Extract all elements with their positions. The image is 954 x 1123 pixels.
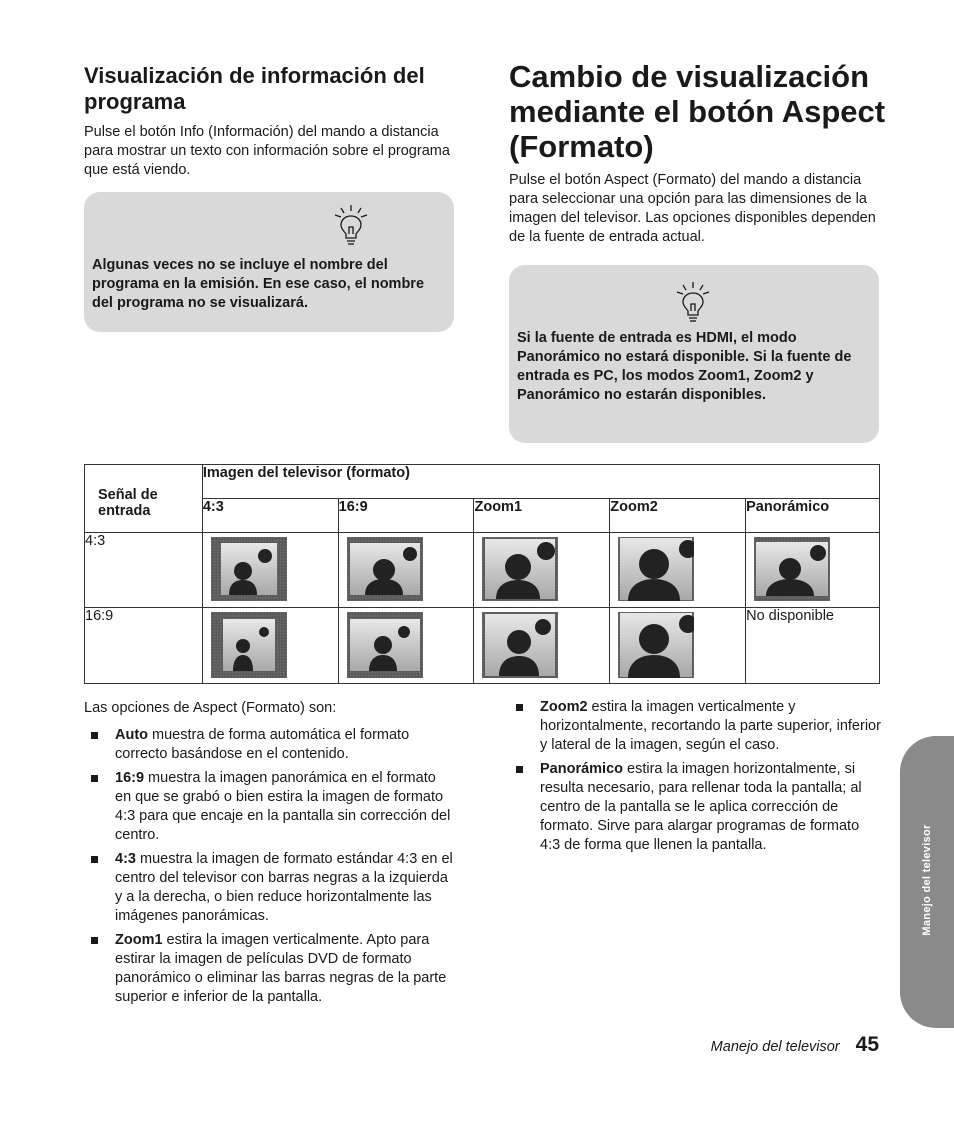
col-header-panoramico: Panorámico (746, 499, 880, 533)
cell-image (610, 608, 746, 684)
cell-image (474, 608, 610, 684)
cell-image (610, 533, 746, 608)
option-desc: muestra la imagen panorámica en el formato en que se grabó o bien estira la imagen de formato 4:3 para que encaje en la pantalla sin corrección del centro. (115, 770, 451, 843)
options-list-right (509, 698, 881, 860)
cell-image (202, 608, 338, 684)
tv-preview-16-9 (347, 537, 423, 601)
page-number: 45 (855, 1033, 879, 1056)
option-desc: estira la imagen verticalmente y horizontalmente, recortando la parte superior, inferior y lateral de la imagen, según el caso. (540, 699, 881, 753)
options-list-left (84, 726, 454, 1012)
option-term: Panorámico (540, 761, 623, 777)
cell-image (202, 533, 338, 608)
right-intro: Pulse el botón Aspect (Formato) del mando a distancia para seleccionar una opción para las dimensiones de la imagen del televisor. Las opciones disponibles dependen de la fuente de entrada actual. (509, 172, 876, 245)
right-heading: Cambio de visualización mediante el botón Aspect (Formato) (509, 59, 886, 164)
lightbulb-icon (333, 204, 369, 246)
tv-image-header: Imagen del televisor (formato) (202, 465, 879, 499)
cell-image (338, 533, 474, 608)
tip-box-left (84, 192, 454, 332)
unavailable-text: No disponible (746, 608, 880, 684)
tv-preview-zoom1 (482, 612, 558, 678)
left-heading: Visualización de información del programa (84, 63, 425, 114)
option-term: 16:9 (115, 770, 145, 786)
tip-text-right: Si la fuente de entrada es HDMI, el modo Panorámico no estará disponible. Si la fuente de entrada es PC, los modos Zoom1, Zoom2 y Panorámico no estarán disponibles. (517, 330, 852, 403)
left-intro: Pulse el botón Info (Información) del mando a distancia para mostrar un texto con información sobre el programa que está viendo. (84, 124, 450, 178)
lightbulb-icon (675, 281, 711, 323)
list-item (509, 760, 881, 855)
tv-preview-zoom2 (618, 612, 694, 678)
row-signal: 16:9 (85, 608, 203, 684)
option-term: Zoom1 (115, 932, 163, 948)
cell-image (474, 533, 610, 608)
tv-preview-zoom2 (618, 537, 694, 601)
col-header-4-3: 4:3 (202, 499, 338, 533)
tv-preview-16-9 (347, 612, 423, 678)
tv-preview-4-3 (211, 612, 287, 678)
page-footer (711, 1033, 879, 1057)
row-signal: 4:3 (85, 533, 203, 608)
input-signal-header: Señal de entrada (85, 465, 203, 533)
col-header-zoom2: Zoom2 (610, 499, 746, 533)
chapter-tab-text: Manejo del televisor (921, 824, 933, 936)
table-row (85, 533, 880, 608)
option-desc: muestra la imagen de formato estándar 4:3 en el centro del televisor con barras negras a la izquierda y a la derecha, o bien reduce horizontalmente las imágenes panorámicas. (115, 851, 453, 924)
cell-image (338, 608, 474, 684)
footer-section: Manejo del televisor (710, 1039, 840, 1055)
option-desc: muestra de forma automática el formato correcto basándose en el contenido. (115, 727, 410, 762)
col-header-zoom1: Zoom1 (474, 499, 610, 533)
table-row (85, 608, 880, 684)
aspect-format-table (84, 464, 880, 684)
list-item (84, 850, 454, 926)
option-term: 4:3 (115, 851, 136, 867)
list-item (84, 726, 454, 764)
list-item (84, 769, 454, 845)
list-item (84, 931, 454, 1007)
tv-preview-panoramico (754, 537, 830, 601)
tv-preview-zoom1 (482, 537, 558, 601)
option-desc: estira la imagen horizontalmente, si resulta necesario, para rellenar toda la pantalla; al centro de la pantalla se le aplica corrección de formato. Sirve para alargar programas de formato 4:3 de forma que llenen la pantalla. (540, 761, 862, 853)
option-desc: estira la imagen verticalmente. Apto para estirar la imagen de películas DVD de formato panorámico o eliminar las barras negras de la parte superior e inferior de la pantalla. (115, 932, 447, 1005)
option-term: Zoom2 (540, 699, 588, 715)
list-item (509, 698, 881, 755)
col-header-16-9: 16:9 (338, 499, 474, 533)
option-term: Auto (115, 727, 149, 743)
tip-box-right (509, 265, 879, 443)
tv-preview-4-3 (211, 537, 287, 601)
cell-image (746, 533, 880, 608)
options-intro: Las opciones de Aspect (Formato) son: (84, 700, 337, 716)
tip-text-left: Algunas veces no se incluye el nombre del programa en la emisión. En ese caso, el nombre del programa no se visualizará. (92, 257, 425, 311)
